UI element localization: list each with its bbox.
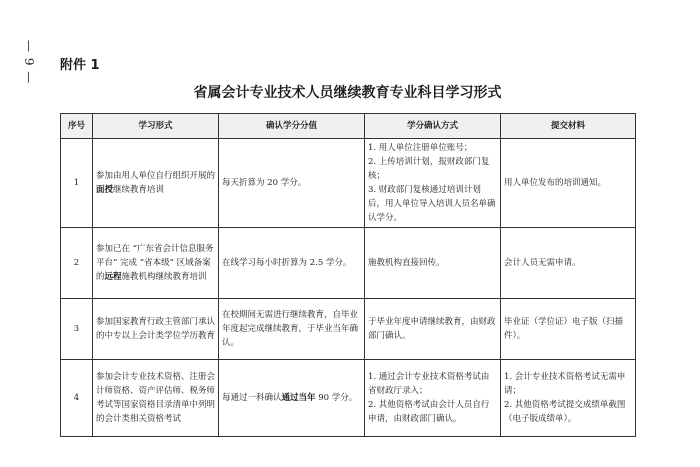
study-form-table — [60, 113, 636, 437]
cell-materials-line: 毕业证（学位证）电子版（扫描件）。 — [504, 317, 624, 341]
header-credit-value: 确认学分分值 — [219, 114, 365, 139]
cell-credit-method-line: 3. 财政部门复核通过培训计划后，用人单位导入培训人员名单确认学分。 — [368, 185, 496, 223]
page-number: — 9 — — [22, 40, 36, 85]
cell-study-form-form-pre: 参加会计专业技术资格、注册会计师资格、资产评估师、税务师考试等国家资格目录清单中列明的会计类相关资格考试 — [96, 372, 216, 424]
cell-study-form-form-pre: 参加国家教育行政主管部门承认的中专以上会计类学位学历教育 — [96, 317, 216, 341]
cell-study-form — [93, 139, 219, 228]
cell-credit-method — [365, 299, 501, 360]
cell-study-form-form-post: 施教机构继续教育培训 — [121, 272, 207, 282]
cell-credit-value-credit-pre: 在校期间无需进行继续教育，自毕业年度起完成继续教育，于毕业当年确认。 — [222, 310, 359, 348]
cell-credit-value — [219, 299, 365, 360]
header-study-form: 学习形式 — [93, 114, 219, 139]
cell-credit-method — [365, 360, 501, 437]
cell-materials — [501, 360, 636, 437]
cell-materials — [501, 139, 636, 228]
cell-credit-method-line: 1. 用人单位注册单位账号； — [368, 143, 473, 153]
cell-credit-value-credit-pre: 每通过一科确认 — [222, 393, 282, 403]
cell-materials — [501, 299, 636, 360]
header-materials: 提交材料 — [501, 114, 636, 139]
cell-study-form-form-bold: 远程 — [104, 272, 122, 282]
cell-credit-method-line: 1. 通过会计专业技术资格考试由省财政厅录入； — [368, 372, 490, 396]
cell-credit-method-line: 2. 其他资格考试由会计人员自行申请，由财政部门确认。 — [368, 400, 490, 424]
document-title: 省属会计专业技术人员继续教育专业科目学习形式 — [193, 85, 502, 101]
cell-materials-line: 1. 会计专业技术资格考试无需申请； — [504, 372, 626, 396]
cell-credit-value — [219, 360, 365, 437]
table-row — [61, 139, 636, 228]
cell-materials — [501, 228, 636, 299]
cell-study-form — [93, 360, 219, 437]
cell-credit-value-credit-bold: 通过当年 — [281, 393, 316, 403]
cell-credit-value-credit-post: 90 学分。 — [315, 393, 358, 403]
table-row — [61, 360, 636, 437]
cell-credit-value — [219, 139, 365, 228]
cell-credit-value — [219, 228, 365, 299]
cell-study-form-form-pre: 参加由用人单位自行组织开展的 — [96, 171, 216, 181]
cell-materials-line: 会计人员无需申请。 — [504, 258, 581, 268]
cell-study-form — [93, 228, 219, 299]
cell-no: 2 — [61, 228, 93, 299]
header-credit-method: 学分确认方式 — [365, 114, 501, 139]
cell-study-form-form-bold: 面授 — [96, 185, 114, 195]
attachment-label: 附件 1 — [60, 58, 100, 73]
cell-materials-line: 2. 其他资格考试提交成绩单截图（电子版成绩单）。 — [504, 400, 626, 424]
cell-credit-method — [365, 228, 501, 299]
table-header-row — [61, 114, 636, 139]
cell-credit-method — [365, 139, 501, 228]
cell-credit-value-credit-pre: 每天折算为 20 学分。 — [222, 178, 307, 188]
cell-no: 3 — [61, 299, 93, 360]
cell-no: 4 — [61, 360, 93, 437]
cell-materials-line: 用人单位发布的培训通知。 — [504, 178, 607, 188]
cell-credit-method-line: 2. 上传培训计划，报财政部门复核； — [368, 157, 490, 181]
table-row — [61, 299, 636, 360]
cell-credit-method-line: 于毕业年度申请继续教育，由财政部门确认。 — [368, 317, 496, 341]
cell-study-form — [93, 299, 219, 360]
cell-credit-method-line: 施教机构直接回传。 — [368, 258, 445, 268]
cell-credit-value-credit-pre: 在线学习每小时折算为 2.5 学分。 — [222, 258, 352, 268]
cell-study-form-form-pre: 参加已在 “广东省会计信息服务平台” 完成 “省本级” 区域备案的 — [96, 244, 214, 282]
cell-no: 1 — [61, 139, 93, 228]
header-no: 序号 — [61, 114, 93, 139]
cell-study-form-form-post: 继续教育培训 — [113, 185, 165, 195]
table-row — [61, 228, 636, 299]
